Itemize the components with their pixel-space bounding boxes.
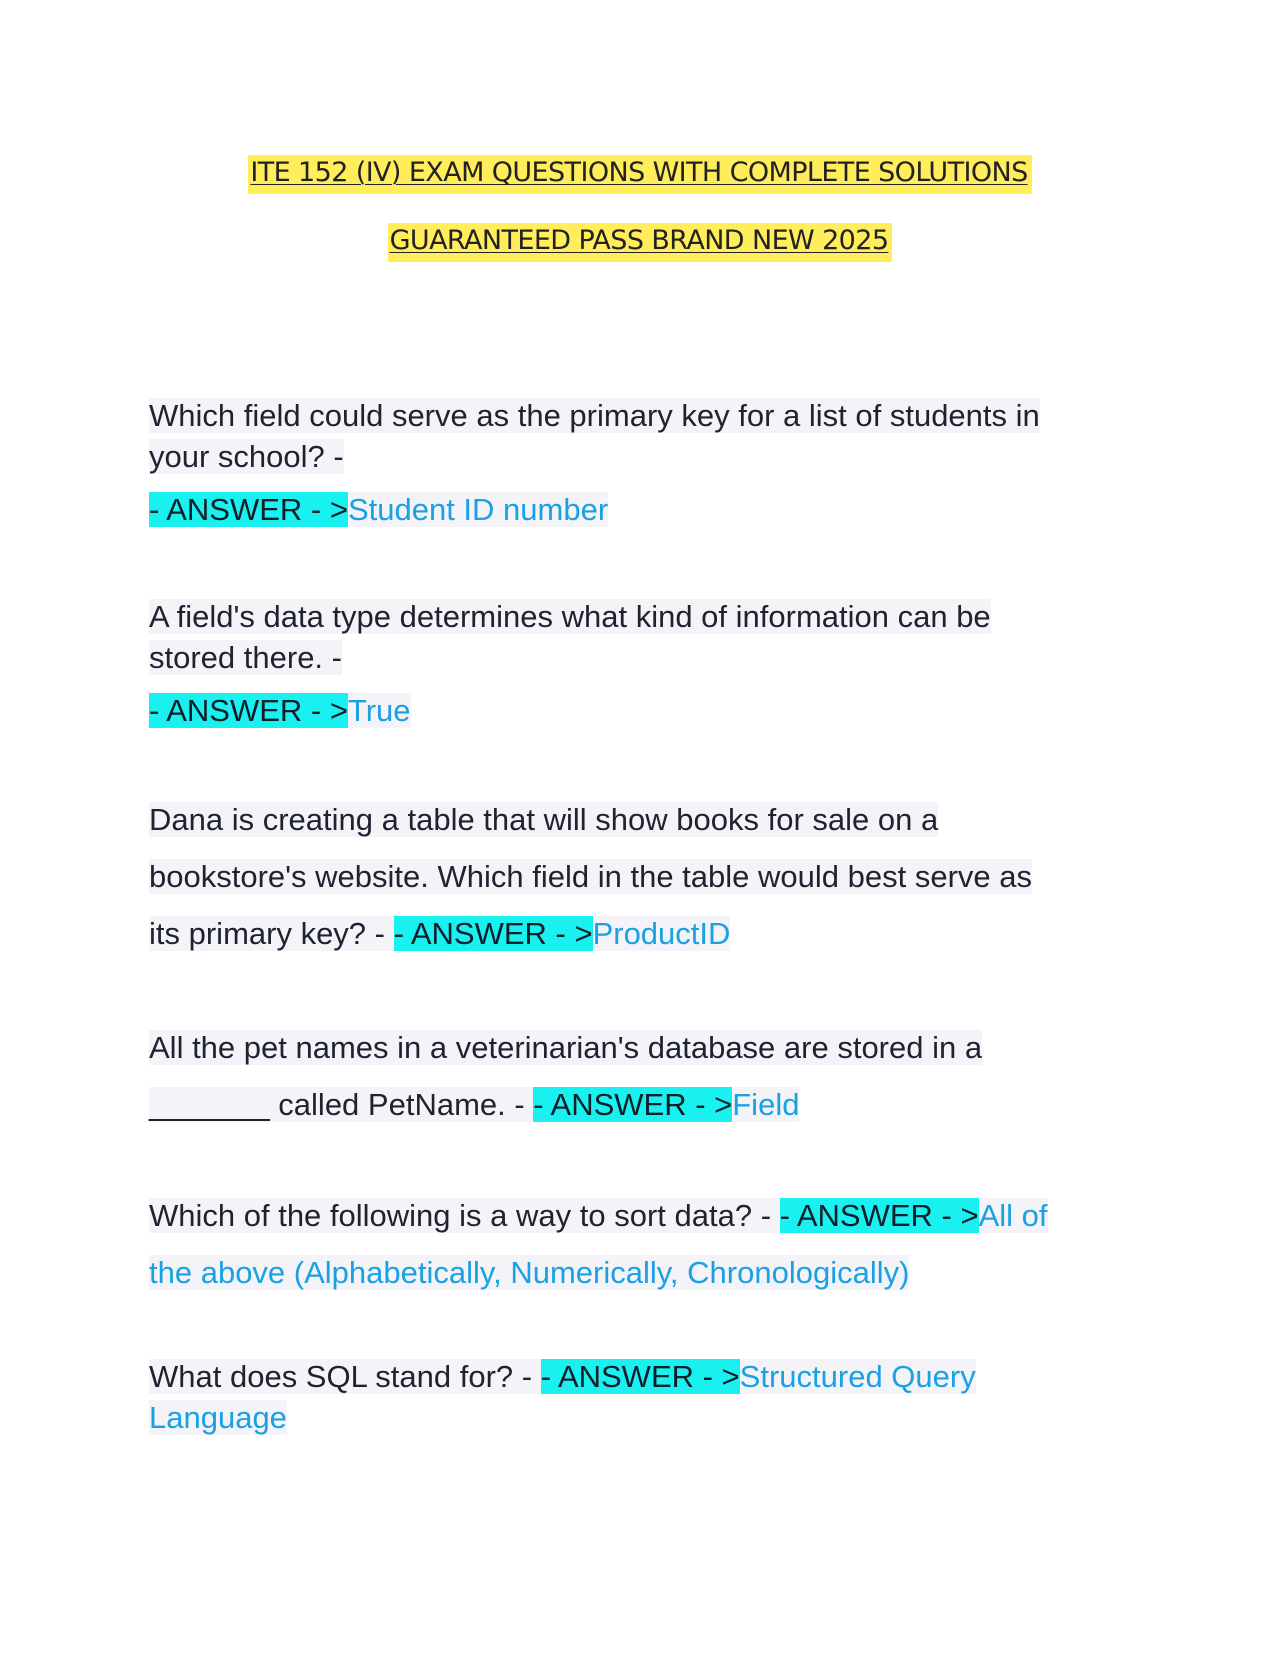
question-line: stored there. -: [149, 640, 342, 675]
title-text-1: ITE 152 (IV) EXAM QUESTIONS WITH COMPLETE SOLUTIONS: [248, 155, 1031, 194]
answer-text: ProductID: [592, 916, 731, 951]
question-block-5: [149, 1187, 1139, 1301]
question-text: [149, 596, 1139, 678]
question-block-1: [149, 395, 1139, 530]
question-text: [149, 1356, 1139, 1438]
answer-text: Structured Query: [739, 1359, 976, 1394]
answer-text: True: [347, 693, 411, 728]
answer-marker: - ANSWER - >: [540, 1359, 740, 1394]
question-line: bookstore's website. Which field in the table would best serve as: [149, 859, 1032, 894]
question-block-2: [149, 596, 1139, 731]
question-line: Which field could serve as the primary key for a list of students in: [149, 398, 1040, 433]
answer-text: Field: [732, 1087, 800, 1122]
answer-text: Student ID number: [347, 492, 609, 527]
question-line: your school? -: [149, 439, 344, 474]
answer-marker: - ANSWER - >: [149, 693, 348, 728]
question-text: [149, 395, 1139, 477]
answer-text: All of: [978, 1198, 1048, 1233]
answer-text-continued: Language: [149, 1400, 287, 1435]
question-block-6: [149, 1356, 1139, 1438]
answer-marker: - ANSWER - >: [393, 916, 593, 951]
question-line: All the pet names in a veterinarian's database are stored in a: [149, 1030, 983, 1065]
answer-marker: - ANSWER - >: [533, 1087, 733, 1122]
title-text-2: GUARANTEED PASS BRAND NEW 2025: [388, 223, 893, 262]
question-line: What does SQL stand for? -: [149, 1359, 541, 1394]
question-line: Dana is creating a table that will show books for sale on a: [149, 802, 939, 837]
answer-marker: - ANSWER - >: [779, 1198, 979, 1233]
answer-line: [149, 489, 1139, 530]
question-line: _______ called PetName. -: [149, 1087, 534, 1122]
answer-marker: - ANSWER - >: [149, 492, 348, 527]
question-text: [149, 1187, 1139, 1301]
question-text: [149, 1019, 1139, 1133]
question-block-3: [149, 791, 1139, 962]
question-text: [149, 791, 1139, 962]
question-line: A field's data type determines what kind of information can be: [149, 599, 991, 634]
question-line: Which of the following is a way to sort data? -: [149, 1198, 780, 1233]
answer-text-continued: the above (Alphabetically, Numerically, Chronologically): [149, 1255, 910, 1290]
document-title-line-1: [0, 157, 1280, 188]
question-line: its primary key? -: [149, 916, 394, 951]
document-title-line-2: [0, 225, 1280, 256]
question-block-4: [149, 1019, 1139, 1133]
answer-line: [149, 690, 1139, 731]
